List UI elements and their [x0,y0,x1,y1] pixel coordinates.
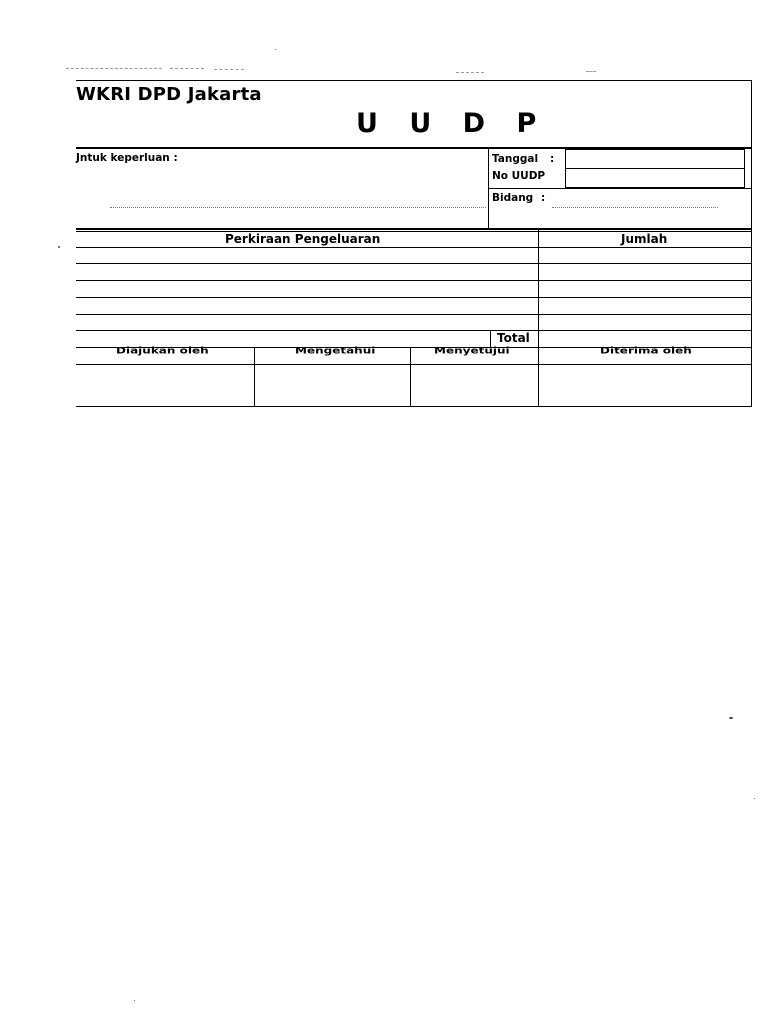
frame-bottom [76,406,752,407]
date-field[interactable] [565,149,745,169]
frame-right [751,80,752,407]
division-fill-line[interactable] [552,207,718,208]
scan-mark [66,68,162,69]
date-colon: : [550,153,555,165]
table-row[interactable] [76,315,538,330]
scan-mark [456,72,484,73]
total-divider [490,330,491,347]
total-label: Total [497,331,530,345]
scan-mark [170,68,204,69]
scan-speck [754,798,755,799]
scan-speck [58,246,60,248]
scan-speck [729,717,733,719]
signature-box-acknowledged[interactable] [255,365,409,406]
number-label: No UUDP [492,170,546,182]
frame-top [76,80,752,81]
table-row[interactable] [76,281,538,297]
division-colon: : [541,192,546,204]
signature-box-approved[interactable] [411,365,537,406]
scan-mark [586,71,596,72]
form-title: U U D P [356,108,548,139]
scan-mark [214,69,244,70]
organization-name: WKRI DPD Jakarta [76,84,262,105]
column-header-description: Perkiraan Pengeluaran [225,232,381,246]
table-row[interactable] [76,264,538,280]
table-row[interactable] [76,248,538,263]
scan-speck [134,1000,135,1001]
signature-label-approved: Menyetujui [434,346,510,356]
signature-label-received: Diterima oleh [600,346,692,356]
signature-box-submitted[interactable] [76,365,253,406]
signature-label-acknowledged: Mengetahui [295,346,376,356]
table-row[interactable] [76,298,538,314]
purpose-fill-line[interactable] [110,207,486,208]
signature-box-received[interactable] [539,365,751,406]
division-separator [488,188,752,189]
purpose-label: Jntuk keperluan : [76,152,178,164]
total-amount-field[interactable] [540,331,750,346]
scan-speck [275,49,276,50]
number-field[interactable] [565,168,745,188]
column-header-amount: Jumlah [621,232,668,246]
date-label: Tanggal [492,153,539,165]
division-label: Bidang [492,192,534,204]
table-top [76,228,752,230]
signature-label-submitted: Diajukan oleh [116,346,209,356]
